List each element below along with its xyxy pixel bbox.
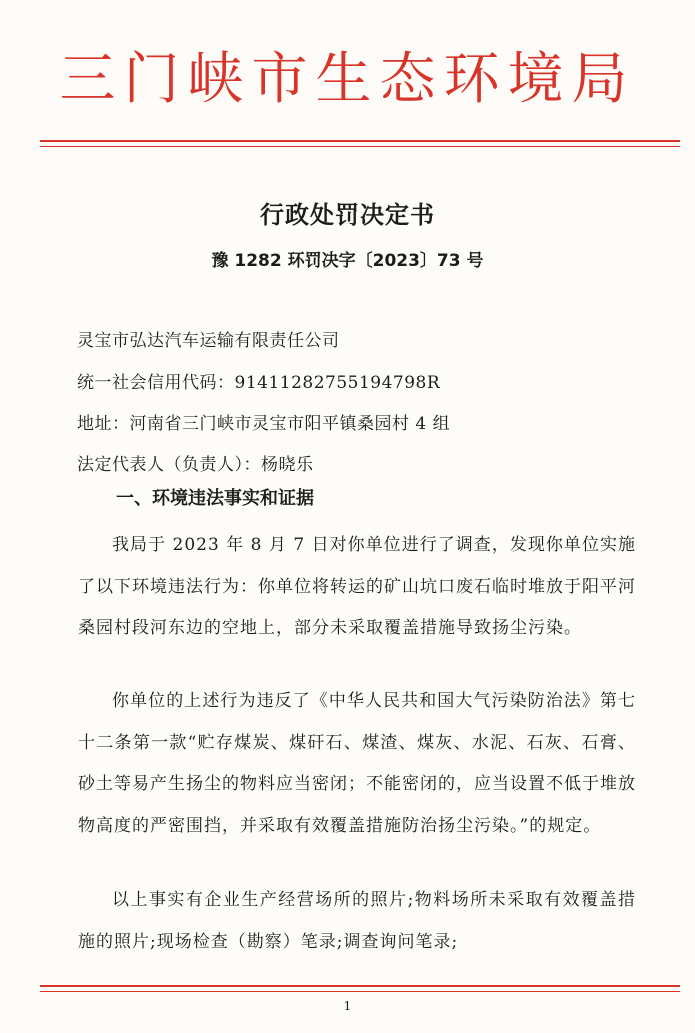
header-red-rule xyxy=(40,140,680,142)
party-credit-code: 统一社会信用代码：91411282755194798R xyxy=(77,373,441,393)
body-paragraph: 我局于 2023 年 8 月 7 日对你单位进行了调查，发现你单位实施了以下环境违法行为：你单位将转运的矿山坑口废石临时堆放于阳平河桑园村段河东边的空地上，部分未采取覆盖措施导致扬尘污染。 xyxy=(78,535,636,638)
document-number: 豫 1282 环罚决字〔2023〕73 号 xyxy=(211,251,484,271)
header-red-rule-thin xyxy=(40,146,680,147)
party-legal-representative: 法定代表人（负责人）：杨晓乐 xyxy=(77,455,314,475)
party-company-name: 灵宝市弘达汽车运输有限责任公司 xyxy=(77,331,340,351)
section-heading: 一、环境违法事实和证据 xyxy=(116,488,314,509)
party-address: 地址：河南省三门峡市灵宝市阳平镇桑园村 4 组 xyxy=(77,414,451,434)
footer-red-rule-thin xyxy=(40,991,680,992)
issuing-authority-header: 三门峡市生态环境局 xyxy=(59,47,636,112)
body-paragraph: 以上事实有企业生产经营场所的照片;物料场所未采取有效覆盖措施的照片;现场检查（勘察）笔录;调查询问笔录; xyxy=(78,890,636,952)
footer-red-rule xyxy=(40,985,680,987)
document-title: 行政处罚决定书 xyxy=(260,200,435,229)
body-paragraph: 你单位的上述行为违反了《中华人民共和国大气污染防治法》第七十二条第一款“贮存煤炭、煤矸石、煤渣、煤灰、水泥、石灰、石膏、砂土等易产生扬尘的物料应当密闭；不能密闭的，应当设置不低于堆放物高度的严密围挡，并采取有效覆盖措施防治扬尘污染。”的规定。 xyxy=(78,691,636,836)
page-number: 1 xyxy=(343,999,352,1013)
